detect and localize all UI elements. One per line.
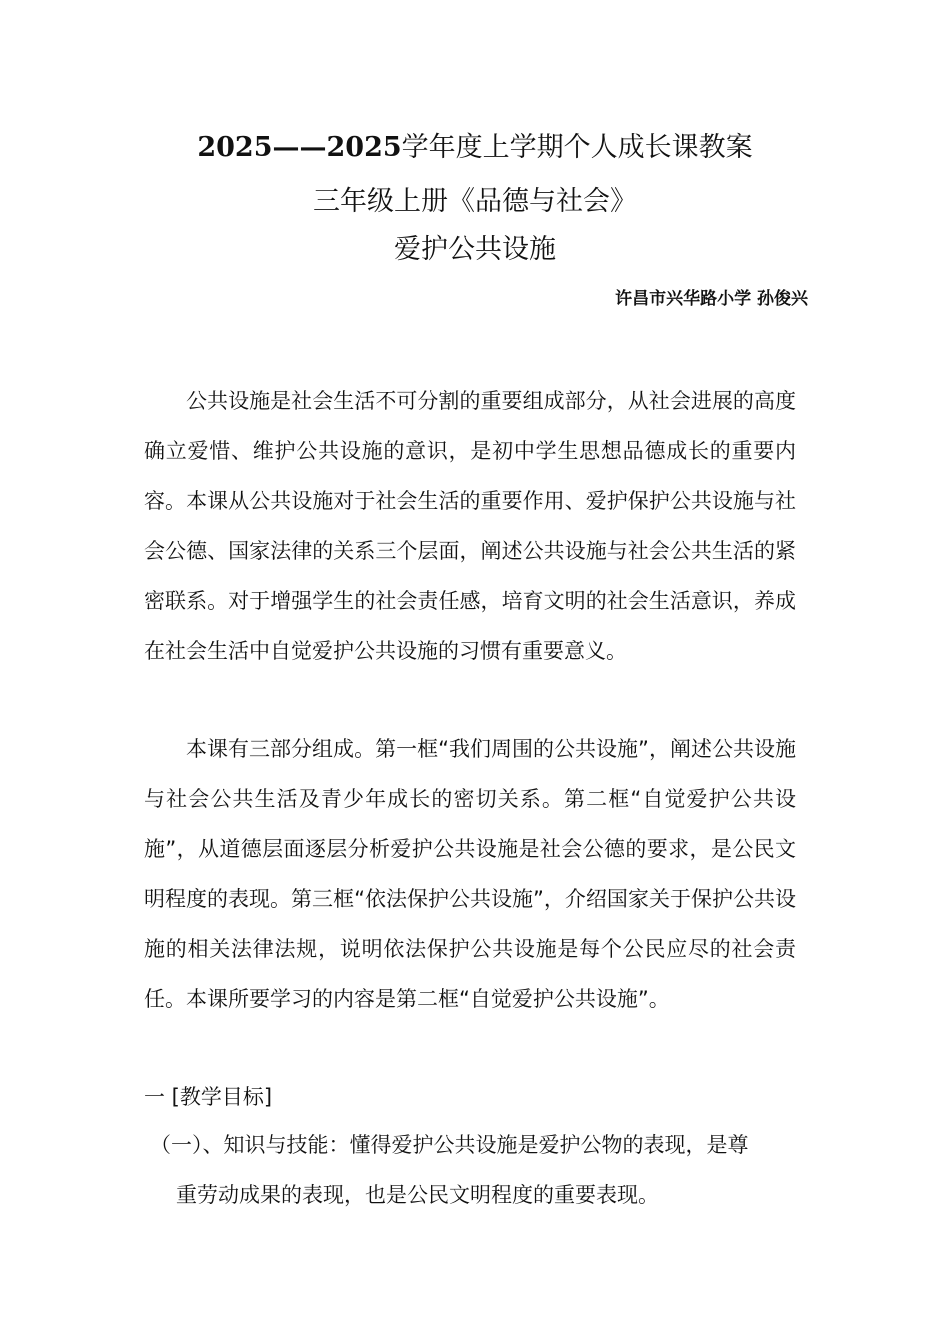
- lesson-title: 爱护公共设施: [394, 234, 556, 265]
- body-paragraph-1: 公共设施是社会生活不可分割的重要组成部分，从社会进展的高度确立爱惜、维护公共设施的意识，是初中学生思想品德成长的重要内容。本课从公共设施对于社会生活的重要作用、爱护保护公共设施与社会公德、国家法律的关系三个层面，阐述公共设施与社会公共生活的紧密联系。对于增强学生的社会责任感，培育文明的社会生活意识，养成在社会生活中自觉爱护公共设施的习惯有重要意义。: [144, 389, 796, 663]
- document-subtitle: 三年级上册《品德与社会》: [313, 186, 637, 217]
- title-text: 学年度上学期个人成长课教案: [401, 132, 753, 163]
- objective-item-1: [150, 1120, 796, 1220]
- body-paragraph-2: 本课有三部分组成。第一框“我们周围的公共设施”，阐述公共设施与社会公共生活及青少年成长的密切关系。第二框“自觉爱护公共设施”，从道德层面逐层分析爱护公共设施是社会公德的要求，是公民文明程度的表现。第三框“依法保护公共设施”，介绍国家关于保护公共设施的相关法律法规，说明依法保护公共设施是每个公民应尽的社会责任。本课所要学习的内容是第二框“自觉爱护公共设施”。: [144, 737, 796, 1011]
- document-title: [0, 128, 950, 168]
- author-line: 许昌市兴华路小学 孙俊兴: [615, 289, 808, 309]
- objective-item-1-line-2: 重劳动成果的表现，也是公民文明程度的重要表现。: [176, 1183, 659, 1207]
- objective-item-1-line-1: （一）、知识与技能：懂得爱护公共设施是爱护公物的表现，是尊: [150, 1133, 749, 1157]
- title-year: 2025——2025: [197, 132, 402, 163]
- section-heading: 一 [教学目标]: [144, 1085, 273, 1109]
